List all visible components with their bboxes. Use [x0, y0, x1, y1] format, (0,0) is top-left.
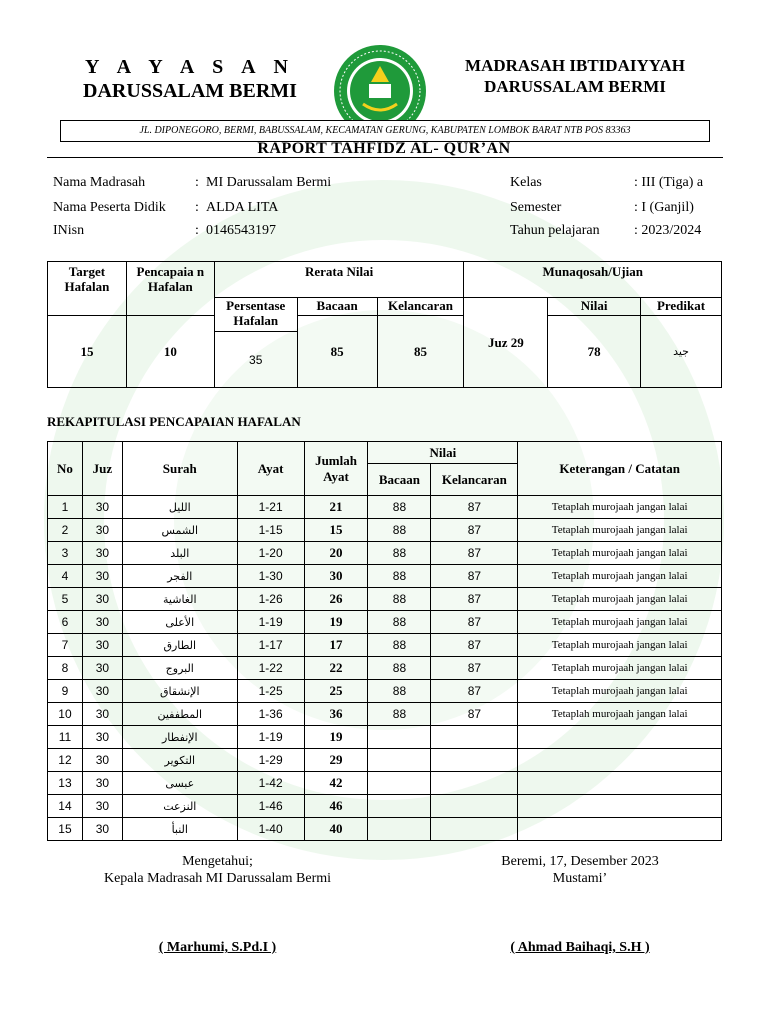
row-no: 13 — [48, 772, 83, 795]
target-value: 15 — [48, 316, 127, 388]
left-line1: Mengetahui; — [182, 854, 253, 869]
row-keterangan — [518, 818, 722, 841]
foundation-line2: DARUSSALAM BERMI — [83, 80, 297, 102]
row-keterangan — [518, 749, 722, 772]
row-jumlah: 40 — [304, 818, 368, 841]
recap-title: REKAPITULASI PENCAPAIAN HAFALAN — [47, 414, 301, 429]
class-value: : III (Tiga) a — [634, 175, 704, 190]
school-name — [440, 55, 710, 97]
row-ayat: 1-42 — [237, 772, 304, 795]
row-juz: 30 — [82, 496, 122, 519]
foundation-name — [70, 55, 310, 103]
row-kelancaran: 87 — [431, 588, 518, 611]
row-ayat: 1-19 — [237, 726, 304, 749]
row-bacaan: 88 — [368, 588, 431, 611]
row-jumlah: 20 — [304, 542, 368, 565]
colon: : — [195, 175, 199, 190]
row-juz: 30 — [82, 772, 122, 795]
row-juz: 30 — [82, 818, 122, 841]
row-surah: الشمس — [122, 519, 237, 542]
row-ayat: 1-22 — [237, 657, 304, 680]
pencapaian-header: Pencapaia n Hafalan — [126, 262, 214, 316]
row-ayat: 1-19 — [237, 611, 304, 634]
student-value: ALDA LITA — [206, 200, 279, 215]
report-title: RAPORT TAHFIDZ AL- QUR’AN — [257, 140, 511, 157]
row-bacaan: 88 — [368, 565, 431, 588]
row-keterangan — [518, 772, 722, 795]
row-bacaan: 88 — [368, 703, 431, 726]
row-kelancaran: 87 — [431, 611, 518, 634]
madrasah-label: Nama Madrasah — [53, 175, 146, 190]
row-ayat: 1-30 — [237, 565, 304, 588]
row-juz: 30 — [82, 565, 122, 588]
row-bacaan: 88 — [368, 542, 431, 565]
row-jumlah: 19 — [304, 611, 368, 634]
foundation-line1: Y A Y A S A N — [85, 56, 295, 78]
row-ayat: 1-17 — [237, 634, 304, 657]
year-label: Tahun pelajaran — [510, 223, 600, 238]
row-no: 9 — [48, 680, 83, 703]
row-bacaan: 88 — [368, 634, 431, 657]
bacaan-header: Bacaan — [297, 298, 377, 316]
row-keterangan: Tetaplah murojaah jangan lalai — [518, 588, 722, 611]
row-juz: 30 — [82, 611, 122, 634]
row-kelancaran: 87 — [431, 519, 518, 542]
address-box: JL. DIPONEGORO, BERMI, BABUSSALAM, KECAMATAN GERUNG, KABUPATEN LOMBOK BARAT NTB POS 83363 — [60, 120, 710, 142]
row-ayat: 1-46 — [237, 795, 304, 818]
row-jumlah: 17 — [304, 634, 368, 657]
row-ayat: 1-21 — [237, 496, 304, 519]
left-line2: Kepala Madrasah MI Darussalam Bermi — [103, 871, 332, 886]
row-surah: المطففين — [122, 703, 237, 726]
row-no: 14 — [48, 795, 83, 818]
row-juz: 30 — [82, 519, 122, 542]
row-no: 4 — [48, 565, 83, 588]
row-bacaan — [368, 772, 431, 795]
row-surah: الفجر — [122, 565, 237, 588]
row-surah: الأعلى — [122, 611, 237, 634]
row-kelancaran — [431, 795, 518, 818]
table-row — [48, 542, 722, 565]
student-label: Nama Peserta Didik — [53, 200, 166, 215]
recap-table — [47, 441, 722, 841]
row-bacaan — [368, 726, 431, 749]
table-row — [48, 772, 722, 795]
row-jumlah: 42 — [304, 772, 368, 795]
persentase-header: Persentase Hafalan — [214, 298, 297, 332]
col-nilai: Nilai — [368, 442, 518, 464]
row-juz: 30 — [82, 542, 122, 565]
row-jumlah: 46 — [304, 795, 368, 818]
row-juz: 30 — [82, 634, 122, 657]
row-bacaan: 88 — [368, 519, 431, 542]
year-value: : 2023/2024 — [634, 223, 702, 238]
row-jumlah: 30 — [304, 565, 368, 588]
row-bacaan — [368, 795, 431, 818]
row-bacaan: 88 — [368, 657, 431, 680]
row-juz: 30 — [82, 749, 122, 772]
table-row — [48, 795, 722, 818]
semester-value: : I (Ganjil) — [634, 200, 694, 215]
table-row — [48, 565, 722, 588]
row-no: 11 — [48, 726, 83, 749]
row-keterangan: Tetaplah murojaah jangan lalai — [518, 542, 722, 565]
munaqosah-header: Munaqosah/Ujian — [464, 262, 722, 298]
row-surah: الإنفطار — [122, 726, 237, 749]
row-no: 15 — [48, 818, 83, 841]
col-juz: Juz — [82, 442, 122, 496]
row-kelancaran — [431, 772, 518, 795]
semester-label: Semester — [510, 200, 562, 215]
row-jumlah: 29 — [304, 749, 368, 772]
col-keterangan: Keterangan / Catatan — [518, 442, 722, 496]
row-keterangan: Tetaplah murojaah jangan lalai — [518, 680, 722, 703]
right-signer-name: ( Ahmad Baihaqi, S.H ) — [510, 940, 650, 955]
table-row — [48, 680, 722, 703]
row-kelancaran — [431, 818, 518, 841]
pencapaian-value: 10 — [126, 316, 214, 388]
table-row — [48, 749, 722, 772]
row-keterangan: Tetaplah murojaah jangan lalai — [518, 496, 722, 519]
row-surah: عبسى — [122, 772, 237, 795]
row-kelancaran: 87 — [431, 634, 518, 657]
row-ayat: 1-26 — [237, 588, 304, 611]
row-ayat: 1-15 — [237, 519, 304, 542]
row-juz: 30 — [82, 726, 122, 749]
right-line1: Beremi, 17, Desember 2023 — [501, 854, 659, 869]
kelancaran-header: Kelancaran — [377, 298, 464, 316]
row-no: 5 — [48, 588, 83, 611]
signature-right — [440, 853, 720, 956]
row-no: 1 — [48, 496, 83, 519]
row-kelancaran: 87 — [431, 542, 518, 565]
col-bacaan: Bacaan — [368, 464, 431, 496]
row-bacaan — [368, 749, 431, 772]
row-ayat: 1-29 — [237, 749, 304, 772]
row-surah: البلد — [122, 542, 237, 565]
col-surah: Surah — [122, 442, 237, 496]
nisn-value: 0146543197 — [206, 223, 276, 238]
row-bacaan — [368, 818, 431, 841]
row-juz: 30 — [82, 795, 122, 818]
table-row — [48, 818, 722, 841]
col-kelancaran: Kelancaran — [431, 464, 518, 496]
row-no: 7 — [48, 634, 83, 657]
target-header: Target Hafalan — [48, 262, 127, 316]
row-keterangan: Tetaplah murojaah jangan lalai — [518, 565, 722, 588]
persentase-value: 35 — [214, 332, 297, 388]
row-kelancaran: 87 — [431, 496, 518, 519]
predikat-value: جيد — [641, 316, 722, 388]
row-keterangan: Tetaplah murojaah jangan lalai — [518, 634, 722, 657]
table-row — [48, 588, 722, 611]
right-line2: Mustami’ — [552, 871, 608, 886]
summary-table — [47, 261, 722, 388]
col-ayat: Ayat — [237, 442, 304, 496]
table-row — [48, 703, 722, 726]
row-surah: الطارق — [122, 634, 237, 657]
row-surah: التكوير — [122, 749, 237, 772]
row-keterangan: Tetaplah murojaah jangan lalai — [518, 703, 722, 726]
row-ayat: 1-25 — [237, 680, 304, 703]
row-surah: النزعت — [122, 795, 237, 818]
col-no: No — [48, 442, 83, 496]
table-row — [48, 726, 722, 749]
row-ayat: 1-36 — [237, 703, 304, 726]
row-juz: 30 — [82, 588, 122, 611]
row-kelancaran: 87 — [431, 680, 518, 703]
row-surah: الإنشقاق — [122, 680, 237, 703]
col-jumlah: Jumlah Ayat — [304, 442, 368, 496]
table-row — [48, 496, 722, 519]
row-ayat: 1-40 — [237, 818, 304, 841]
signature-left — [60, 853, 375, 956]
row-surah: الغاشية — [122, 588, 237, 611]
row-kelancaran: 87 — [431, 565, 518, 588]
row-jumlah: 21 — [304, 496, 368, 519]
row-juz: 30 — [82, 657, 122, 680]
bacaan-value: 85 — [297, 316, 377, 388]
table-row — [48, 657, 722, 680]
rerata-header: Rerata Nilai — [214, 262, 464, 298]
row-no: 12 — [48, 749, 83, 772]
nisn-label: INisn — [53, 223, 85, 238]
nilai-header: Nilai — [548, 298, 641, 316]
row-ayat: 1-20 — [237, 542, 304, 565]
row-keterangan — [518, 726, 722, 749]
row-jumlah: 19 — [304, 726, 368, 749]
table-row — [48, 611, 722, 634]
nilai-value: 78 — [548, 316, 641, 388]
row-kelancaran: 87 — [431, 703, 518, 726]
row-no: 2 — [48, 519, 83, 542]
class-label: Kelas — [510, 175, 542, 190]
colon: : — [195, 223, 199, 238]
row-juz: 30 — [82, 680, 122, 703]
row-jumlah: 25 — [304, 680, 368, 703]
row-no: 6 — [48, 611, 83, 634]
school-line1: MADRASAH IBTIDAIYYAH — [465, 56, 685, 75]
juz-value: Juz 29 — [464, 298, 548, 388]
colon: : — [195, 200, 199, 215]
row-no: 10 — [48, 703, 83, 726]
row-kelancaran — [431, 749, 518, 772]
table-row — [48, 519, 722, 542]
left-signer-name: ( Marhumi, S.Pd.I ) — [158, 940, 277, 955]
row-jumlah: 15 — [304, 519, 368, 542]
recap-rows — [48, 496, 722, 841]
row-no: 3 — [48, 542, 83, 565]
row-surah: البروج — [122, 657, 237, 680]
row-jumlah: 36 — [304, 703, 368, 726]
row-surah: النبأ — [122, 818, 237, 841]
row-kelancaran — [431, 726, 518, 749]
row-jumlah: 26 — [304, 588, 368, 611]
row-keterangan: Tetaplah murojaah jangan lalai — [518, 611, 722, 634]
table-row — [48, 634, 722, 657]
school-line2: DARUSSALAM BERMI — [484, 77, 666, 96]
row-bacaan: 88 — [368, 611, 431, 634]
madrasah-value: MI Darussalam Bermi — [206, 175, 332, 190]
kelancaran-value: 85 — [377, 316, 464, 388]
row-no: 8 — [48, 657, 83, 680]
predikat-header: Predikat — [641, 298, 722, 316]
row-kelancaran: 87 — [431, 657, 518, 680]
row-jumlah: 22 — [304, 657, 368, 680]
row-juz: 30 — [82, 703, 122, 726]
row-keterangan — [518, 795, 722, 818]
row-bacaan: 88 — [368, 680, 431, 703]
row-bacaan: 88 — [368, 496, 431, 519]
title-divider — [47, 157, 723, 158]
row-keterangan: Tetaplah murojaah jangan lalai — [518, 657, 722, 680]
row-surah: الليل — [122, 496, 237, 519]
row-keterangan: Tetaplah murojaah jangan lalai — [518, 519, 722, 542]
